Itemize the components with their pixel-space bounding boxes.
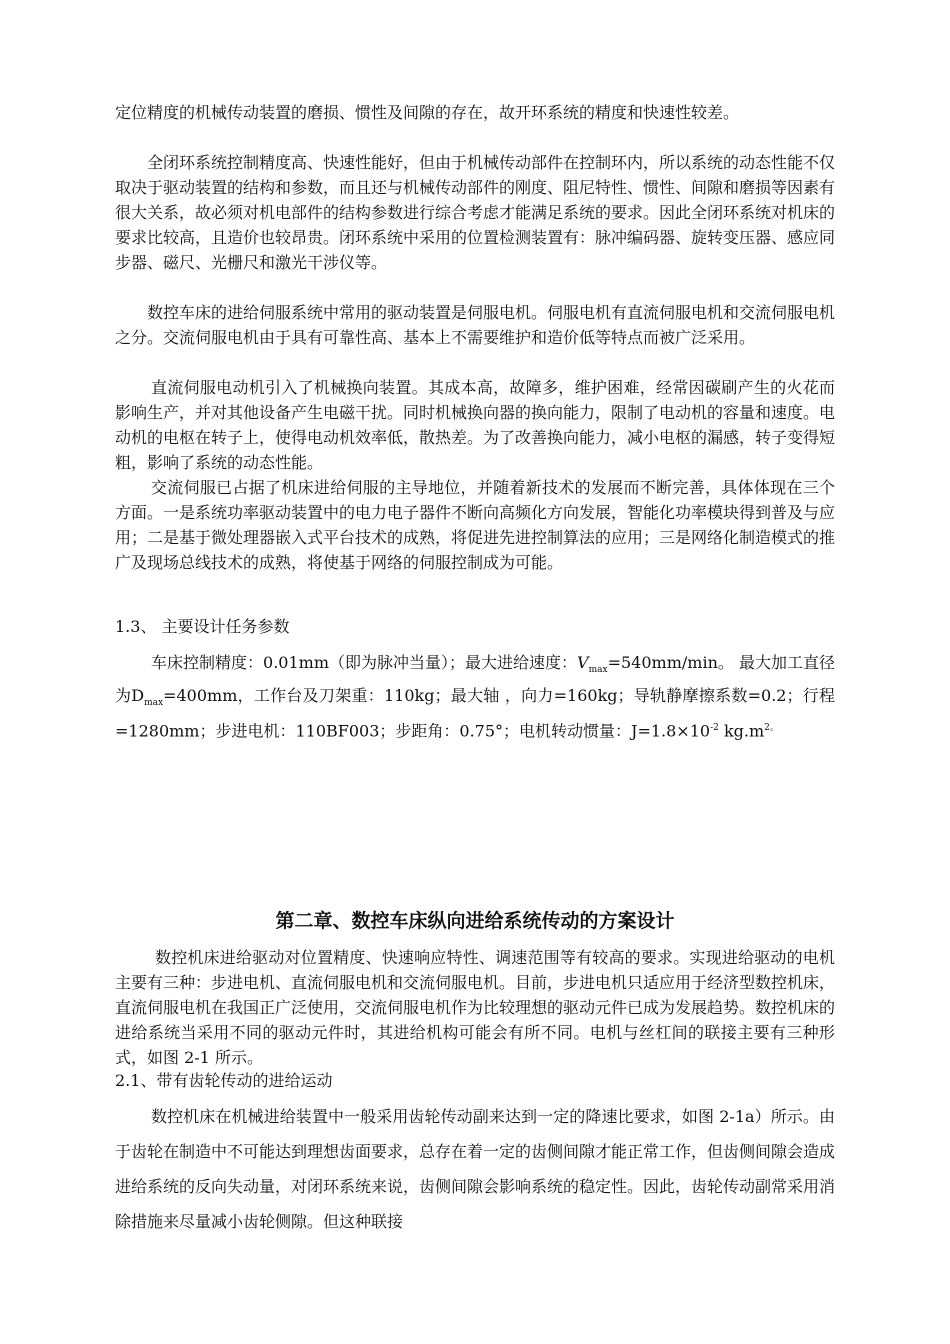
- exponent: -2: [710, 723, 719, 734]
- paragraph-design-parameters: [115, 650, 835, 744]
- params-text-d: kg.m: [718, 721, 765, 741]
- paragraph-ac-servo: 交流伺服已占据了机床进给伺服的主导地位，并随着新技术的发展而不断完善，具体体现在三个方面。一是系统功率驱动装置中的电力电子器件不断向高频化方向发展，智能化功率模块得到普及与应用；二是基于微处理器嵌入式平台技术的成熟，将促进先进控制算法的应用；三是网络化制造模式的推广及现场总线技术的成熟，将使基于网络的伺服控制成为可能。: [115, 478, 836, 572]
- section-heading-2-1: 2.1、带有齿轮传动的进给运动: [115, 1071, 333, 1090]
- dmax-subscript: max: [144, 698, 164, 709]
- paragraph-dc-servo: 直流伺服电动机引入了机械换向装置。其成本高，故障多，维护困难，经常因碳刷产生的火花而影响生产，并对其他设备产生电磁干扰。同时机械换向器的换向能力，限制了电动机的容量和速度。电动机的电枢在转子上，使得电动机效率低，散热差。为了改善换向能力，减小电枢的漏感，转子变得短粗，影响了系统的动态性能。: [115, 378, 836, 472]
- paragraph-feed-drive: 数控机床进给驱动对位置精度、快速响应特性、调速范围等有较高的要求。实现进给驱动的电机主要有三种：步进电机、直流伺服电机和交流伺服电机。目前，步进电机只适应用于经济型数控机床，直流伺服电机在我国正广泛使用，交流伺服电机作为比较理想的驱动元件已成为发展趋势。数控机床的进给系统当采用不同的驱动元件时，其进给机构可能会有所不同。电机与丝杠间的联接主要有三种形式，如图 2-1 所示。: [115, 948, 836, 1067]
- paragraph-closed-loop: 全闭环系统控制精度高、快速性能好，但由于机械传动部件在控制环内，所以系统的动态性能不仅取决于驱动装置的结构和参数，而且还与机械传动部件的刚度、阻尼特性、惯性、间隙和磨损等因素有很大关系，故必须对机电部件的结构参数进行综合考虑才能满足系统的要求。因此全闭环系统对机床的要求比较高，且造价也较昂贵。闭环系统中采用的位置检测装置有：脉冲编码器、旋转变压器、感应同步器、磁尺、光栅尺和激光干涉仪等。: [115, 153, 836, 272]
- vmax-subscript: max: [588, 665, 608, 676]
- params-text-c: =400mm，工作台及刀架重：110kg；最大轴 ，向力=160kg；导轨静摩擦系数=0.2；行程=1280mm；步进电机：110BF003；步距角：0.75°；电机转动惯量：J=1.8×10: [115, 686, 835, 741]
- params-text-b: =540mm/min。 最大加工直径为D: [115, 653, 835, 706]
- chapter-2-title: 第二章、数控车床纵向进给系统传动的方案设计: [275, 910, 675, 932]
- exponent-2: 2。: [764, 723, 779, 734]
- paragraph-gear-drive: 数控机床在机械进给装置中一般采用齿轮传动副来达到一定的降速比要求，如图 2-1a）所示。由于齿轮在制造中不可能达到理想齿面要求，总存在着一定的齿侧间隙才能正常工作，但齿侧间隙会造成进给系统的反向失动量，对闭环系统来说，齿侧间隙会影响系统的稳定性。因此，齿轮传动副常采用消除措施来尽量减小齿轮侧隙。但这种联接: [115, 1107, 836, 1231]
- paragraph-servo-drive: 数控车床的进给伺服系统中常用的驱动装置是伺服电机。伺服电机有直流伺服电机和交流伺服电机之分。交流伺服电机由于具有可靠性高、基本上不需要维护和造价低等特点而被广泛采用。: [115, 303, 836, 347]
- params-text-a: 车床控制精度：0.01mm（即为脉冲当量）；最大进给速度：: [151, 653, 578, 672]
- section-heading-1-3: 1.3、 主要设计任务参数: [115, 617, 290, 636]
- paragraph-open-loop: 定位精度的机械传动装置的磨损、惯性及间隙的存在，故开环系统的精度和快速性较差。: [115, 103, 740, 122]
- vmax-symbol: V: [577, 653, 589, 672]
